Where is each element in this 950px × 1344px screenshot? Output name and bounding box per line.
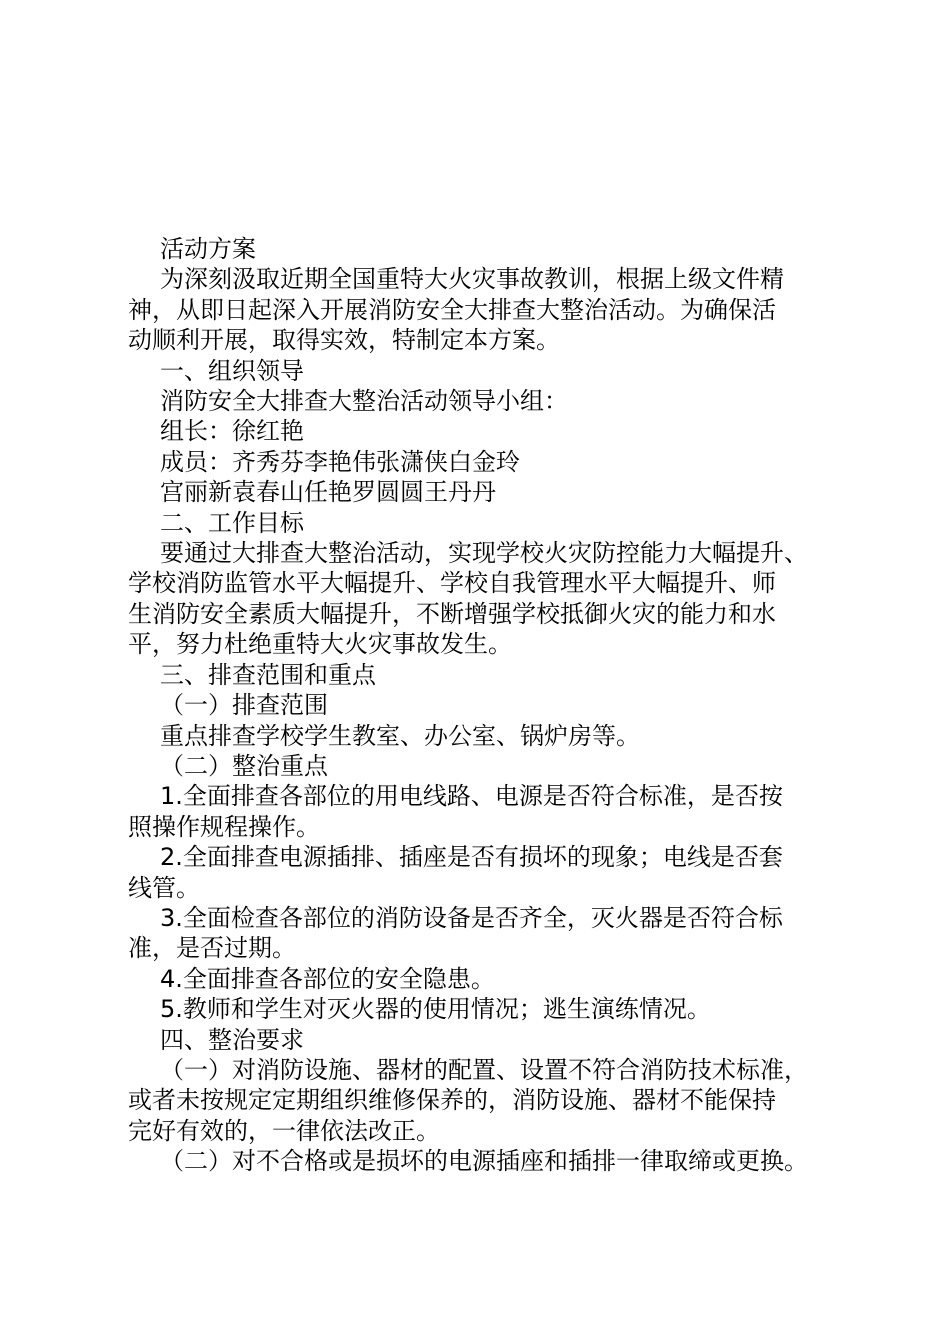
focus-item-1: 1.全面排查各部位的用电线路、电源是否符合标准，是否按 照操作规程操作。 bbox=[128, 782, 783, 841]
intro-paragraph: 为深刻汲取近期全国重特大火灾事故教训，根据上级文件精 神，从即日起深入开展消防安全大排查大整治活动。为确保活 动顺利开展，取得实效，特制定本方案。 bbox=[128, 265, 784, 355]
document-title: 活动方案 bbox=[160, 235, 256, 263]
leading-group-label: 消防安全大排查大整治活动领导小组： bbox=[160, 387, 568, 416]
focus-item-5: 5.教师和学生对灭火器的使用情况；逃生演练情况。 bbox=[160, 995, 711, 1024]
group-members-line1: 成员：齐秀芬李艳伟张潇侠白金玲 bbox=[160, 447, 520, 476]
work-goal-paragraph: 要通过大排查大整治活动，实现学校火灾防控能力大幅提升、 学校消防监管水平大幅提升、学校自我管理水平大幅提升、师 生消防安全素质大幅提升，不断增强学校抵御火灾的能力和水 平，努力杜绝重特大火灾事故发生。 bbox=[128, 539, 808, 659]
section4-heading: 四、整治要求 bbox=[160, 1025, 304, 1054]
group-members-line2: 宫丽新袁春山任艳罗圆圆王丹丹 bbox=[160, 478, 496, 507]
focus-item-3: 3.全面检查各部位的消防设备是否齐全，灭火器是否符合标 准，是否过期。 bbox=[128, 903, 783, 963]
section3-heading: 三、排查范围和重点 bbox=[160, 660, 376, 689]
scope-body: 重点排查学校学生教室、办公室、锅炉房等。 bbox=[160, 721, 640, 750]
section2-heading: 二、工作目标 bbox=[160, 508, 304, 537]
focus-item-4: 4.全面排查各部位的安全隐患。 bbox=[160, 964, 495, 993]
focus-item-2: 2.全面排查电源插排、插座是否有损坏的现象；电线是否套 线管。 bbox=[128, 843, 783, 902]
group-leader: 组长：徐红艳 bbox=[160, 417, 304, 446]
focus-subheading: （二）整治重点 bbox=[160, 751, 328, 780]
document-body bbox=[128, 234, 848, 1177]
requirement-2: （二）对不合格或是损坏的电源插座和插排一律取缔或更换。 bbox=[160, 1147, 808, 1176]
scope-subheading: （一）排查范围 bbox=[160, 691, 328, 720]
requirement-1: （一）对消防设施、器材的配置、设置不符合消防技术标准， 或者未按规定定期组织维修保养的，消防设施、器材不能保持 完好有效的，一律依法改正。 bbox=[128, 1055, 808, 1145]
section1-heading: 一、组织领导 bbox=[160, 356, 304, 385]
